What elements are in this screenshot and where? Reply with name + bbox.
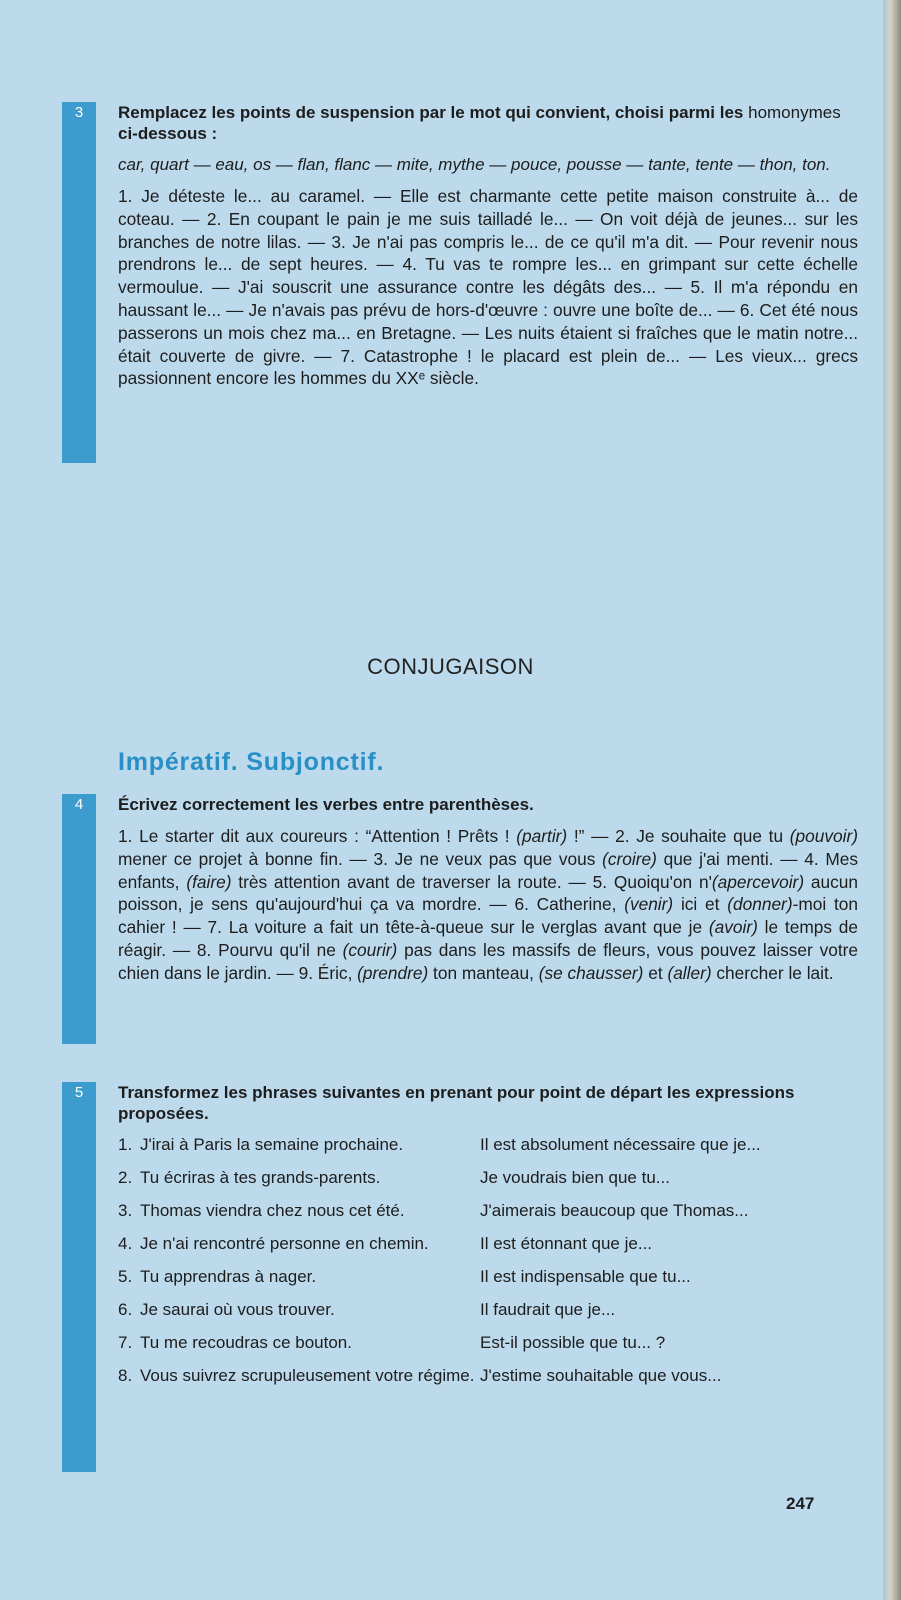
source-sentence: Vous suivrez scrupuleusement votre régime. [140,1366,475,1385]
text-segment: pas dans les massifs de fleurs, vous pouvez laisser votre chien dans le jardin. — 9. Éric, [118,939,858,983]
exercise-number: 4 [74,796,84,813]
text-segment: 1. Le starter dit aux coureurs : “Attention ! Prêts ! [118,826,517,846]
verb-prompt: (pouvoir) [789,826,858,846]
target-expression: Il est absolument nécessaire que je... [480,1135,761,1154]
source-sentence: Tu apprendras à nager. [140,1267,317,1286]
verb-prompt: (avoir) [708,917,758,938]
sentence-pairs [118,1134,858,1386]
text-segment: que j'ai menti. — 4. Mes enfants, [118,848,858,892]
target-expression: Il est étonnant que je... [480,1234,653,1253]
source-sentence: Je n'ai rencontré personne en chemin. [140,1234,429,1253]
text-segment: très attention avant de traverser la route. — 5. Quoiqu'on n' [231,871,712,892]
pair-number: 2. [118,1168,133,1187]
verb-prompt: (courir) [342,939,398,960]
exercise-5 [62,1082,858,1398]
pair-number: 3. [118,1201,133,1220]
pair-number: 4. [118,1234,133,1253]
target-expression: Est-il possible que tu... ? [480,1333,666,1352]
source-sentence: Je saurai où vous trouver. [140,1300,335,1319]
page-number: 247 [786,1494,815,1513]
exercise-text [118,825,858,985]
verb-prompt: (faire) [186,871,232,892]
text-segment: -moi ton cahier ! — 7. La voiture a fait un tête-à-queue sur le verglas avant que je [118,894,858,938]
verb-prompt: (croire) [602,848,657,869]
verb-prompt: (apercevoir) [711,871,805,892]
exercise-3 [62,102,858,390]
exercise-instruction: Écrivez correctement les verbes entre parenthèses. [118,795,534,814]
section-title: CONJUGAISON [367,654,534,679]
exercise-marker-bar [62,1082,96,1472]
text-segment: ici et [673,894,728,915]
homonym-list: car, quart — eau, os — flan, flanc — mite, mythe — pouce, pousse — tante, tente — thon, ton. [118,155,831,174]
pair-row [118,1332,858,1353]
pair-row [118,1299,858,1320]
target-expression: Il est indispensable que tu... [480,1267,691,1286]
verb-prompt: (venir) [624,894,674,915]
text-segment: aucun poisson, je sens qu'aujourd'hui ça va mordre. — 6. Catherine, [118,871,858,915]
verb-prompt: (aller) [667,962,712,983]
pair-number: 5. [118,1267,133,1286]
target-expression: J'estime souhaitable que vous... [480,1366,722,1385]
pair-row [118,1134,858,1155]
pair-row [118,1365,858,1386]
text-segment: le temps de réagir. — 8. Pourvu qu'il ne [118,917,858,960]
pair-number: 6. [118,1300,133,1319]
exercise-text: 1. Je déteste le... au caramel. — Elle est charmante cette petite maison construite à... de coteau. — 2. En coupant le pain je me suis tailladé le... — On voit déjà de jeunes... sur les branches de notre lilas. — 3. Je n'ai pas compris le... de ce qu'il m'a dit. — Pour revenir nous prendrons le... de sept heures. — 4. Tu vas te rompre les... en grimpant sur cette échelle vermoulue. — J'ai souscrit une assurance contre les dégâts des... — 5. Il m'a répondu en haussant le... — Je n'avais pas prévu de hors-d'œuvre : ouvre une boîte de... — 6. Cet été nous passerons un mois chez ma... en Bretagne. — Les nuits étaient si fraîches que le matin notre... était couverte de givre. — 7. Catastrophe ! le placard est plein de... — Les vieux... grecs passionnent encore les hommes du XXᵉ siècle. [118,186,858,389]
pair-row [118,1233,858,1254]
text-segment: mener ce projet à bonne fin. — 3. Je ne veux pas que vous [118,848,603,869]
exercise-number: 3 [74,104,84,121]
page-edge [883,0,901,1600]
text-segment: chercher le lait. [711,962,834,983]
verb-prompt: (se chausser) [538,962,644,983]
exercise-number: 5 [74,1084,84,1101]
source-sentence: Tu écriras à tes grands-parents. [140,1168,381,1187]
exercise-marker-bar [62,102,96,463]
text-segment: et [643,962,668,983]
target-expression: J'aimerais beaucoup que Thomas... [480,1201,749,1220]
verb-prompt: (prendre) [357,962,429,983]
source-sentence: Thomas viendra chez nous cet été. [140,1201,405,1220]
pair-number: 7. [118,1333,133,1352]
lesson-heading: Impératif. Subjonctif. [118,748,385,776]
source-sentence: J'irai à Paris la semaine prochaine. [140,1135,404,1154]
exercise-instruction: Transformez les phrases suivantes en prenant pour point de départ les expressions proposées. [118,1083,795,1123]
target-expression: Il faudrait que je... [480,1300,616,1319]
verb-prompt: (partir) [516,826,568,846]
pair-row [118,1167,858,1188]
text-segment: ton manteau, [428,962,539,983]
pair-row [118,1200,858,1221]
exercise-instruction: Remplacez les points de suspension par le mot qui convient, choisi parmi les homonymes ci-dessous : [118,103,841,143]
verb-prompt: (donner) [727,894,793,915]
pair-number: 1. [118,1135,133,1154]
pair-number: 8. [118,1366,133,1385]
text-segment: !” — 2. Je souhaite que tu [567,826,790,846]
target-expression: Je voudrais bien que tu... [480,1168,670,1187]
exercise-4 [62,794,858,985]
pair-row [118,1266,858,1287]
exercise-marker-bar [62,794,96,1044]
source-sentence: Tu me recoudras ce bouton. [140,1333,352,1352]
